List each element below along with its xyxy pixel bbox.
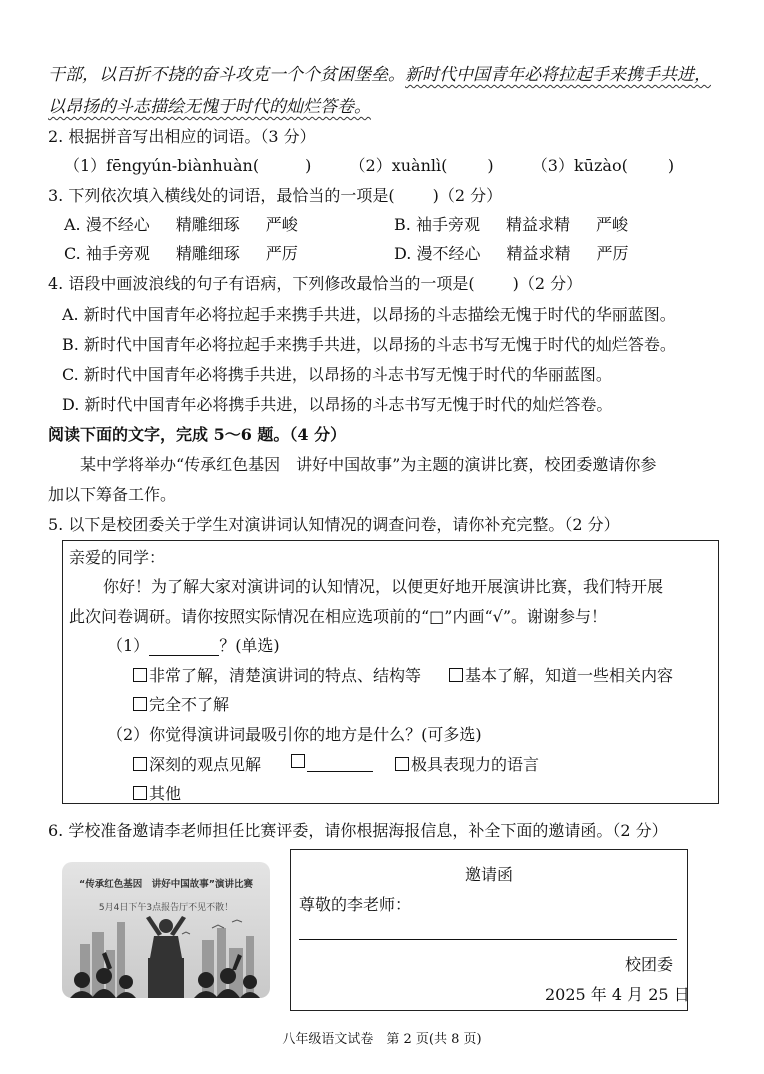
q3-option-d: D. 漫不经心 精益求精 严厉 <box>394 244 629 263</box>
poster-illustration <box>62 862 270 998</box>
q2-item2: （2）xuànlì( <box>349 156 448 175</box>
invitation-letter <box>290 849 688 1011</box>
checkbox[interactable] <box>133 757 147 771</box>
poster-time: 5月4日下午3点报告厅不见不散！ <box>98 903 234 913</box>
letter-fill-line[interactable] <box>299 938 677 940</box>
option-basic-familiar: 基本了解，知道一些相关内容 <box>449 663 673 686</box>
reading-para-cont: 加以下筹备工作。 <box>48 485 177 504</box>
option-very-familiar: 非常了解，清楚演讲词的特点、结构等 <box>133 663 421 686</box>
option-viewpoint: 深刻的观点见解 <box>133 752 261 775</box>
poster-title: “传承红色基因 讲好中国故事”演讲比赛 <box>79 879 253 890</box>
q4-option-d: D. 新时代中国青年必将携手共进，以昂扬的斗志书写无愧于时代的灿烂答卷。 <box>62 395 613 414</box>
option-other: 其他 <box>133 781 181 804</box>
q3-option-b: B. 袖手旁观 精益求精 严峻 <box>394 215 628 234</box>
q4-option-b: B. 新时代中国青年必将拉起手来携手共进，以昂扬的斗志书写无愧于时代的灿烂答卷。 <box>62 335 676 354</box>
letter-title: 邀请函 <box>464 865 513 884</box>
questionnaire-greeting: 亲爱的同学： <box>69 548 166 567</box>
q3-stem: 3. 下列依次填入横线处的词语，最恰当的一项是( )（2 分） <box>48 186 503 205</box>
option-blank <box>291 752 373 772</box>
questionnaire-item-1: （1） ？(单选) <box>107 636 280 655</box>
letter-salutation: 尊敬的李老师： <box>299 895 412 914</box>
questionnaire-intro-cont: 此次问卷调研。请你按照实际情况在相应选项前的“□”内画“√”。谢谢参与！ <box>69 607 608 626</box>
checkbox[interactable] <box>133 697 147 711</box>
q6-stem: 6. 学校准备邀请李老师担任比赛评委，请你根据海报信息，补全下面的邀请函。（2 分） <box>48 821 668 840</box>
q2-items: （1）fēngyún-biànhuàn( ) （2）xuànlì( ) （3）kūzào( ) <box>64 156 675 175</box>
q4-option-a: A. 新时代中国青年必将拉起手来携手共进，以昂扬的斗志描绘无愧于时代的华丽蓝图。 <box>62 305 676 324</box>
checkbox[interactable] <box>133 786 147 800</box>
letter-signer: 校团委 <box>625 955 674 974</box>
questionnaire-intro: 你好！为了解大家对演讲词的认知情况，以便更好地开展演讲比赛，我们特开展 <box>103 577 664 596</box>
q4-stem: 4. 语段中画波浪线的句子有语病，下列修改最恰当的一项是( )（2 分） <box>48 274 583 293</box>
q3-option-c: C. 袖手旁观 精雕细琢 严厉 <box>64 244 298 263</box>
reading-para: 某中学将举办“传承红色基因 讲好中国故事”为主题的演讲比赛，校团委邀请你参 <box>80 455 657 474</box>
q2-stem: 2. 根据拼音写出相应的词语。（3 分） <box>48 127 316 146</box>
passage-line-2 <box>48 92 371 117</box>
passage-line-1 <box>48 60 711 85</box>
checkbox[interactable] <box>449 668 463 682</box>
fill-blank[interactable] <box>149 636 219 656</box>
checkbox[interactable] <box>395 757 409 771</box>
wavy-sentence: 以昂扬的斗志描绘无愧于时代的灿烂答卷。 <box>48 97 371 117</box>
option-not-familiar: 完全不了解 <box>133 692 229 715</box>
option-language: 极具表现力的语言 <box>395 752 539 775</box>
wavy-sentence: 新时代中国青年必将拉起手来携手共进， <box>405 65 711 85</box>
checkbox[interactable] <box>291 754 305 768</box>
q2-item1: （1）fēngyún-biànhuàn( <box>64 156 260 175</box>
competition-poster <box>62 862 270 998</box>
page-footer: 八年级语文试卷 第 2 页(共 8 页) <box>282 1032 482 1047</box>
checkbox[interactable] <box>133 668 147 682</box>
reading-heading: 阅读下面的文字，完成 5～6 题。（4 分） <box>48 425 347 444</box>
letter-date: 2025 年 4 月 25 日 <box>545 985 690 1004</box>
q2-item3: （3）kūzào( <box>531 156 628 175</box>
q4-option-c: C. 新时代中国青年必将携手共进，以昂扬的斗志书写无愧于时代的华丽蓝图。 <box>62 365 612 384</box>
fill-blank[interactable] <box>307 752 373 772</box>
questionnaire-item-2: （2）你觉得演讲词最吸引你的地方是什么？(可多选) <box>107 725 482 744</box>
q5-stem: 5. 以下是校团委关于学生对演讲词认知情况的调查问卷，请你补充完整。（2 分） <box>48 515 620 534</box>
questionnaire-box <box>62 540 719 804</box>
passage-text: 干部，以百折不挠的奋斗攻克一个个贫困堡垒。 <box>48 65 405 85</box>
q3-option-a: A. 漫不经心 精雕细琢 严峻 <box>64 215 298 234</box>
